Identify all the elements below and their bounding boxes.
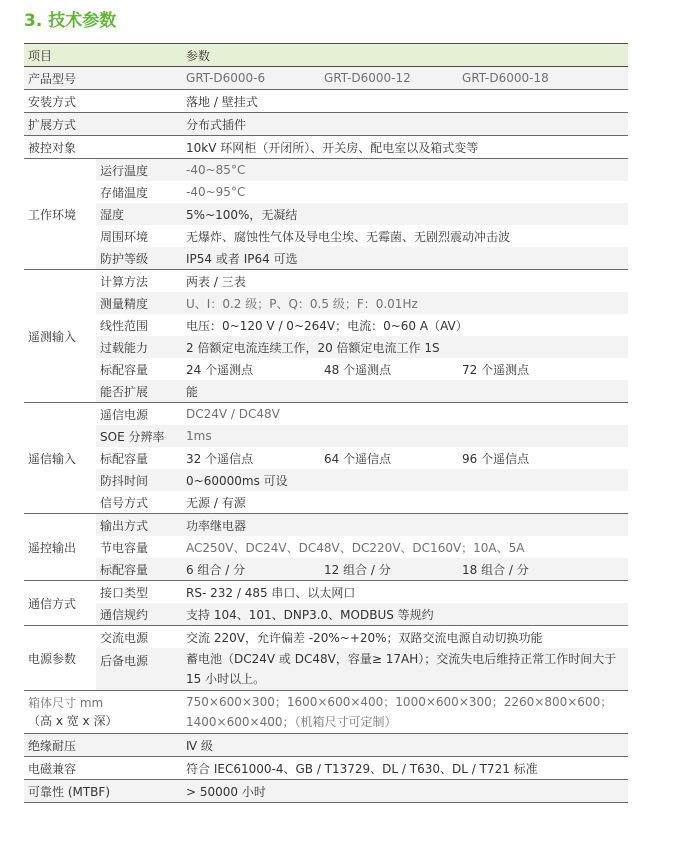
row-label: 被控对象 <box>24 136 182 159</box>
sub-label: 能否扩展 <box>96 380 182 403</box>
sub-label: 运行温度 <box>96 159 182 182</box>
capacity-value: 24 个遥测点 <box>186 362 254 377</box>
sub-label: 过载能力 <box>96 336 182 358</box>
row-label: 产品型号 <box>24 67 182 90</box>
table-row <box>24 136 628 159</box>
cabinet-label-line2: （高 x 宽 x 深） <box>28 714 118 728</box>
table-row <box>24 603 628 626</box>
sub-label: 计算方法 <box>96 270 182 293</box>
sub-label: 交流电源 <box>96 626 182 649</box>
capacity-value: 6 组合 / 分 <box>182 558 320 581</box>
row-value: -40~85°C <box>182 159 628 182</box>
row-value: 符合 IEC61000-4、GB / T13729、DL / T630、DL / T721 标准 <box>182 757 628 780</box>
row-label: 电磁兼容 <box>24 757 182 780</box>
row-label <box>24 691 182 734</box>
category-label: 遥控输出 <box>24 514 96 581</box>
header-param: 参数 <box>182 44 628 67</box>
table-row <box>24 113 628 136</box>
table-row <box>24 581 628 604</box>
sub-label: 节电容量 <box>100 540 149 555</box>
row-value: U、I：0.2 级；P、Q：0.5 级；F：0.01Hz <box>182 292 628 314</box>
sub-label: 遥信电源 <box>96 403 182 426</box>
table-row <box>24 558 628 581</box>
row-value: AC250V、DC24V、DC48V、DC220V、DC160V；10A、5A <box>186 540 525 555</box>
sub-label: 周围环境 <box>100 229 149 244</box>
row-value: IP54 或者 IP64 可选 <box>182 247 628 270</box>
model-12: GRT-D6000-12 <box>320 67 458 90</box>
row-label: 可靠性 (MTBF) <box>24 780 182 803</box>
model-18: GRT-D6000-18 <box>458 67 628 90</box>
capacity-value: 18 组合 / 分 <box>458 558 628 581</box>
table-row <box>24 225 628 247</box>
table-row <box>24 203 628 225</box>
row-value: 5%~100%，无凝结 <box>182 203 628 225</box>
sub-label: 测量精度 <box>96 292 182 314</box>
table-row <box>24 469 628 491</box>
cabinet-label-line1: 箱体尺寸 mm <box>28 696 104 710</box>
row-value: 落地 / 壁挂式 <box>182 90 628 113</box>
sub-label: 接口类型 <box>96 581 182 604</box>
row-label: 扩展方式 <box>24 113 182 136</box>
section-title: 3. 技术参数 <box>24 11 117 31</box>
table-row <box>24 403 628 426</box>
header-item: 项目 <box>24 44 182 67</box>
table-row <box>24 90 628 113</box>
row-value: RS- 232 / 485 串口、以太网口 <box>182 581 628 604</box>
row-value: 10kV 环网柜（开闭所）、开关房、配电室以及箱式变等 <box>182 136 628 159</box>
table-row <box>24 757 628 780</box>
sub-label: SOE 分辨率 <box>96 425 182 447</box>
sub-label: 输出方式 <box>96 514 182 537</box>
sub-label: 防抖时间 <box>96 469 182 491</box>
table-row <box>24 336 628 358</box>
capacity-value: 96 个遥信点 <box>462 451 530 466</box>
table-header-row <box>24 44 628 67</box>
capacity-value: 12 组合 / 分 <box>320 558 458 581</box>
table-row <box>24 270 628 293</box>
capacity-value: 72 个遥测点 <box>462 362 530 377</box>
table-row <box>24 425 628 447</box>
row-value: > 50000 小时 <box>182 780 628 803</box>
sub-label: 存储温度 <box>100 185 149 200</box>
sub-label: 防护等级 <box>96 247 182 270</box>
row-value: 无爆炸、腐蚀性气体及导电尘埃、无霉菌、无剧烈震动冲击波 <box>186 229 511 244</box>
sub-label: 标配容量 <box>100 451 149 466</box>
row-value: DC24V / DC48V <box>182 403 628 426</box>
table-row <box>24 292 628 314</box>
row-value: 750×600×300；1600×600×400；1000×600×300；2260×800×600；1400×600×400；（机箱尺寸可定制） <box>182 691 628 734</box>
category-label: 通信方式 <box>24 581 96 626</box>
capacity-value: 48 个遥测点 <box>324 362 392 377</box>
table-row <box>24 514 628 537</box>
sub-label: 后备电源 <box>96 648 182 691</box>
table-row <box>24 536 628 558</box>
table-row <box>24 380 628 403</box>
row-label: 绝缘耐压 <box>24 734 182 757</box>
sub-label: 标配容量 <box>96 558 182 581</box>
category-label: 电源参数 <box>24 626 96 691</box>
row-value: 电压：0~120 V / 0~264V；电流：0~60 A（AV） <box>186 318 468 333</box>
row-value: 交流 220V，允许偏差 -20%~+20%；双路交流电源自动切换功能 <box>182 626 628 649</box>
category-label: 工作环境 <box>24 159 96 270</box>
spec-table <box>24 43 628 803</box>
category-label: 遥信输入 <box>24 403 96 514</box>
row-value: 两表 / 三表 <box>182 270 628 293</box>
table-row <box>24 734 628 757</box>
table-row <box>24 648 628 691</box>
sub-label: 通信规约 <box>96 603 182 626</box>
table-row <box>24 447 628 469</box>
row-value: 0~60000ms 可设 <box>182 469 628 491</box>
table-row <box>24 181 628 203</box>
table-row <box>24 626 628 649</box>
row-value: 分布式插件 <box>182 113 628 136</box>
row-value: 蓄电池（DC24V 或 DC48V，容量≥ 17AH）；交流失电后维持正常工作时间大于 15 小时以上。 <box>182 648 628 691</box>
table-row <box>24 67 628 90</box>
row-value: 能 <box>182 380 628 403</box>
table-row <box>24 780 628 803</box>
sub-label: 线性范围 <box>100 318 149 333</box>
row-value: Ⅳ 级 <box>182 734 628 757</box>
table-row <box>24 314 628 336</box>
row-value: -40~95°C <box>186 185 246 199</box>
row-value: 功率继电器 <box>182 514 628 537</box>
capacity-value: 32 个遥信点 <box>186 451 254 466</box>
table-row <box>24 691 628 734</box>
table-row <box>24 247 628 270</box>
row-value: 2 倍额定电流连续工作，20 倍额定电流工作 1S <box>182 336 628 358</box>
model-6: GRT-D6000-6 <box>182 67 320 90</box>
sub-label: 标配容量 <box>100 362 149 377</box>
table-row <box>24 358 628 380</box>
row-value: 支持 104、101、DNP3.0、MODBUS 等规约 <box>182 603 628 626</box>
row-value: 1ms <box>182 425 628 447</box>
row-label: 安装方式 <box>24 90 182 113</box>
category-label: 遥测输入 <box>24 270 96 403</box>
table-row <box>24 159 628 182</box>
row-value: 无源 / 有源 <box>186 495 246 510</box>
capacity-value: 64 个遥信点 <box>324 451 392 466</box>
sub-label: 信号方式 <box>100 495 149 510</box>
sub-label: 湿度 <box>96 203 182 225</box>
table-row <box>24 491 628 514</box>
